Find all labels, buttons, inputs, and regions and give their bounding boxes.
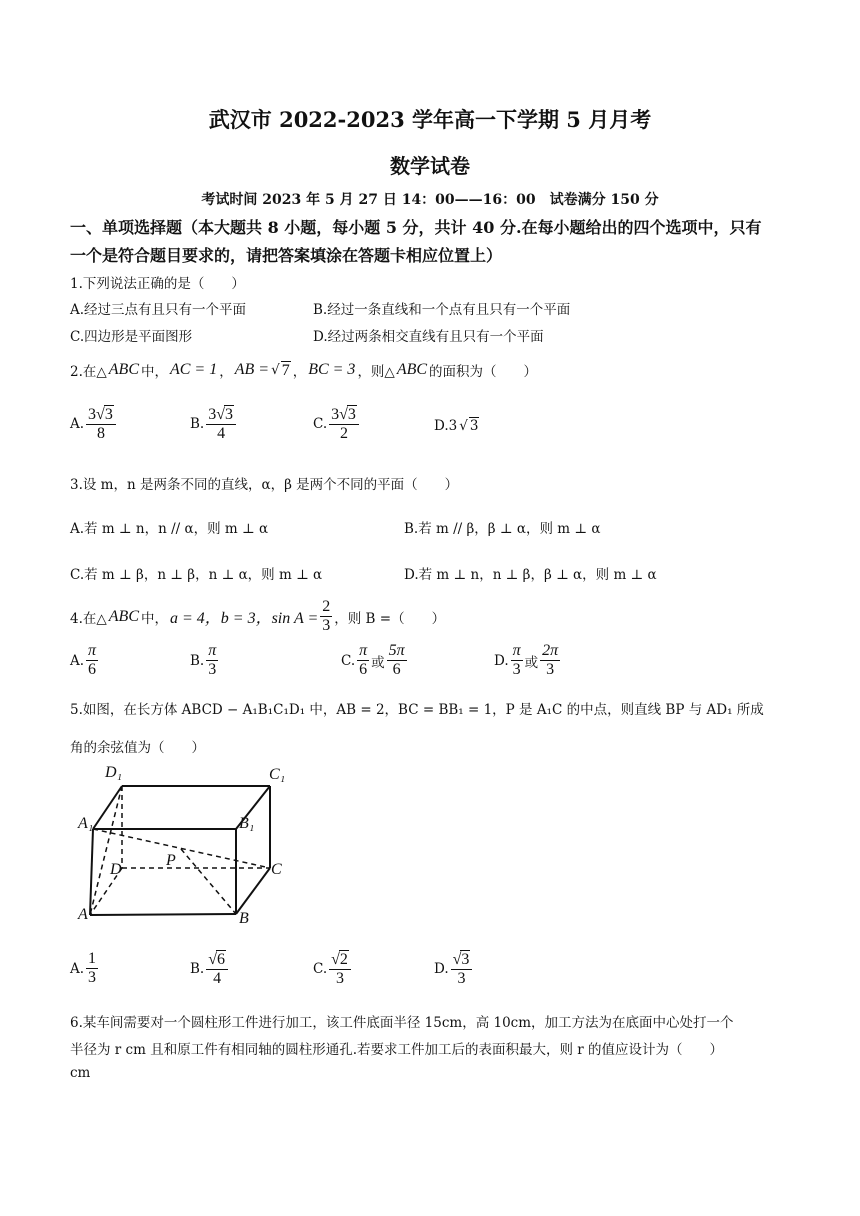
q5-option-c: C. $\frac{√2}{3}$	[313, 950, 351, 988]
q3-option-a: A.若 m ⊥ n，n // α，则 m ⊥ α	[70, 521, 269, 537]
q3-option-c: C.若 m ⊥ β，n ⊥ β，n ⊥ α，则 m ⊥ α	[70, 567, 323, 583]
q5-option-a: A. $\frac{1}{3}$	[70, 950, 97, 986]
q4-option-b: B. $\frac{\pi}{3}$	[190, 642, 217, 678]
q5-option-d: D. $\frac{√3}{3}$	[434, 950, 472, 988]
q1-option-c: C.四边形是平面图形	[70, 329, 193, 345]
q1-option-d: D.经过两条相交直线有且只有一个平面	[313, 329, 544, 345]
label-c: C	[271, 861, 282, 878]
q4-stem: 4.在△ ABC 中， a = 4，b = 3，sin A = $\frac{2}{3}$ ，则 B =（ ）	[70, 598, 446, 634]
q2-option-d: D.3 √ 3	[434, 417, 479, 434]
q4-option-d: D. $\frac{\pi}{3}$ 或 $\frac{2\pi}{3}$	[494, 642, 559, 678]
label-d: D	[110, 861, 122, 878]
page-subtitle: 数学试卷	[390, 154, 470, 178]
q2-option-a: A. $\frac{3√3}{8}$	[70, 405, 116, 443]
q1-stem: 1.下列说法正确的是（ ）	[70, 276, 245, 292]
q5-stem-line1: 5.如图，在长方体 ABCD − A₁B₁C₁D₁ 中，AB = 2，BC = BB₁ = 1，P 是 A₁C 的中点，则直线 BP 与 AD₁ 所成	[70, 702, 764, 718]
q3-option-d: D.若 m ⊥ n，n ⊥ β，β ⊥ α，则 m ⊥ α	[404, 567, 657, 583]
label-b: B	[239, 910, 249, 927]
label-p: P	[166, 852, 176, 869]
q1-option-a: A.经过三点有且只有一个平面	[70, 302, 247, 318]
label-d1: D₁	[105, 764, 123, 781]
q1-option-b: B.经过一条直线和一个点有且只有一个平面	[313, 302, 571, 318]
q5-stem-line2: 角的余弦值为（ ）	[70, 740, 205, 756]
q6-stem-line3: cm	[70, 1065, 91, 1081]
label-c1: C₁	[269, 766, 286, 783]
q3-stem: 3.设 m，n 是两条不同的直线，α，β 是两个不同的平面（ ）	[70, 477, 459, 493]
section-heading-line2: 一个是符合题目要求的，请把答案填涂在答题卡相应位置上）	[70, 246, 503, 265]
label-a1: A₁	[78, 815, 94, 832]
q2-option-c: C. $\frac{3√3}{2}$	[313, 405, 359, 443]
q5-option-b: B. $\frac{√6}{4}$	[190, 950, 228, 988]
label-a: A	[78, 906, 88, 923]
cuboid-figure	[74, 755, 294, 930]
q2-stem: 2.在△ ABC 中， AC = 1 ， AB = √ 7 ， BC = 3 ，则△ ABC 的面积为（ ）	[70, 361, 538, 380]
q3-option-b: B.若 m // β，β ⊥ α，则 m ⊥ α	[404, 521, 601, 537]
page-title: 武汉市 2022-2023 学年高一下学期 5 月月考	[208, 107, 652, 132]
exam-info: 考试时间 2023 年 5 月 27 日 14：00——16：00 试卷满分 150 分	[201, 192, 659, 208]
q6-stem-line1: 6.某车间需要对一个圆柱形工件进行加工，该工件底面半径 15cm，高 10cm，加工方法为在底面中心处打一个	[70, 1015, 734, 1031]
q4-option-c: C. $\frac{\pi}{6}$ 或 $\frac{5\pi}{6}$	[341, 642, 405, 678]
q2-option-b: B. $\frac{3√3}{4}$	[190, 405, 236, 443]
label-b1: B₁	[239, 815, 255, 832]
q6-stem-line2: 半径为 r cm 且和原工件有相同轴的圆柱形通孔.若要求工件加工后的表面积最大，则 r 的值应设计为（ ）	[70, 1042, 724, 1058]
q4-option-a: A. $\frac{\pi}{6}$	[70, 642, 97, 678]
section-heading-line1: 一、单项选择题（本大题共 8 小题，每小题 5 分，共计 40 分.在每小题给出的四个选项中，只有	[70, 218, 762, 237]
